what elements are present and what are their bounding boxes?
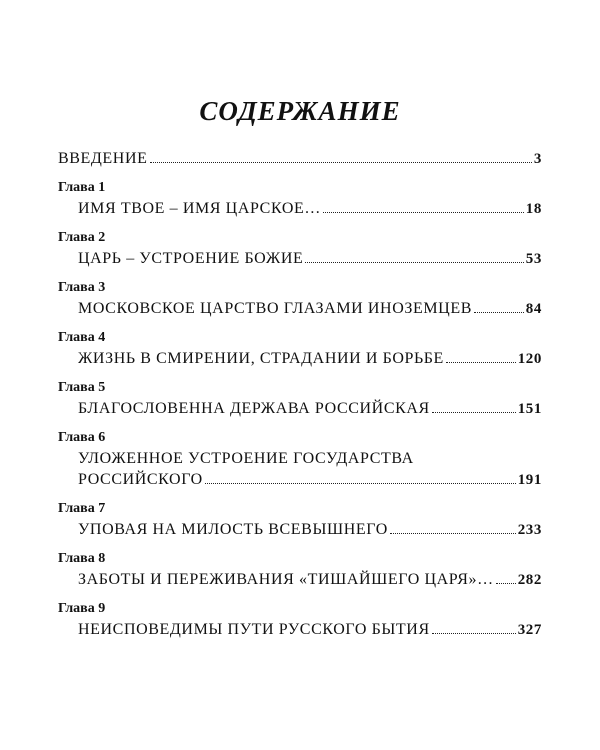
toc-page-number: 3 [533,151,542,167]
chapter-title: ЗАБОТЫ И ПЕРЕЖИВАНИЯ «ТИШАЙШЕГО ЦАРЯ»… [78,571,494,588]
dot-leader [150,162,532,163]
toc-entry-text: ВВЕДЕНИЕ [58,150,148,167]
chapter-title-row [58,198,542,220]
chapter-title: ЦАРЬ – УСТРОЕНИЕ БОЖИЕ [78,250,304,267]
dot-leader [205,483,516,484]
chapter-label: Глава 4 [58,330,106,345]
chapter-label: Глава 9 [58,601,106,616]
chapter-title: БЛАГОСЛОВЕННА ДЕРЖАВА РОССИЙСКАЯ [78,400,430,417]
toc-chapter-entry [58,549,542,591]
dot-leader [323,212,524,213]
toc-chapter-entry [58,228,542,270]
chapter-title: НЕИСПОВЕДИМЫ ПУТИ РУССКОГО БЫТИЯ [78,621,430,638]
table-of-contents [58,148,542,641]
chapter-title: РОССИЙСКОГО [78,471,203,488]
toc-chapter-entry [58,378,542,420]
chapter-title-row [58,248,542,270]
dot-leader [432,633,516,634]
dot-leader [305,262,523,263]
toc-chapter-entry [58,499,542,541]
chapter-list [58,178,542,641]
chapter-title-row [58,348,542,370]
page-title: СОДЕРЖАНИЕ [199,96,401,126]
chapter-label: Глава 8 [58,551,106,566]
chapter-label: Глава 3 [58,280,106,295]
toc-page-number: 84 [525,301,542,317]
chapter-label: Глава 1 [58,180,106,195]
dot-leader [496,583,516,584]
chapter-title-row [58,469,542,491]
chapter-title-row [58,569,542,591]
toc-chapter-entry [58,328,542,370]
dot-leader [390,533,516,534]
toc-page-number: 53 [525,251,542,267]
chapter-title: ИМЯ ТВОЕ – ИМЯ ЦАРСКОЕ… [78,200,321,217]
chapter-title-line: УЛОЖЕННОЕ УСТРОЕНИЕ ГОСУДАРСТВА [78,450,414,467]
toc-chapter-entry [58,278,542,320]
dot-leader [446,362,516,363]
chapter-label: Глава 2 [58,230,106,245]
toc-page-number: 233 [517,522,542,538]
chapter-label: Глава 5 [58,380,106,395]
toc-chapter-entry [58,178,542,220]
dot-leader [474,312,524,313]
chapter-label: Глава 6 [58,430,106,445]
toc-entry-intro [58,148,542,170]
chapter-title-row [58,298,542,320]
chapter-title: УПОВАЯ НА МИЛОСТЬ ВСЕВЫШНЕГО [78,521,388,538]
toc-page-number: 18 [525,201,542,217]
chapter-title-row [58,398,542,420]
toc-chapter-entry [58,428,542,491]
chapter-title-row [58,619,542,641]
toc-page-number: 151 [517,401,542,417]
chapter-label: Глава 7 [58,501,106,516]
toc-page-number: 120 [517,351,542,367]
chapter-title: МОСКОВСКОЕ ЦАРСТВО ГЛАЗАМИ ИНОЗЕМЦЕВ [78,300,472,317]
dot-leader [432,412,516,413]
toc-page-number: 327 [517,622,542,638]
toc-page-number: 191 [517,472,542,488]
toc-page-number: 282 [517,572,542,588]
toc-chapter-entry [58,599,542,641]
chapter-title: ЖИЗНЬ В СМИРЕНИИ, СТРАДАНИИ И БОРЬБЕ [78,350,444,367]
chapter-title-row [58,519,542,541]
